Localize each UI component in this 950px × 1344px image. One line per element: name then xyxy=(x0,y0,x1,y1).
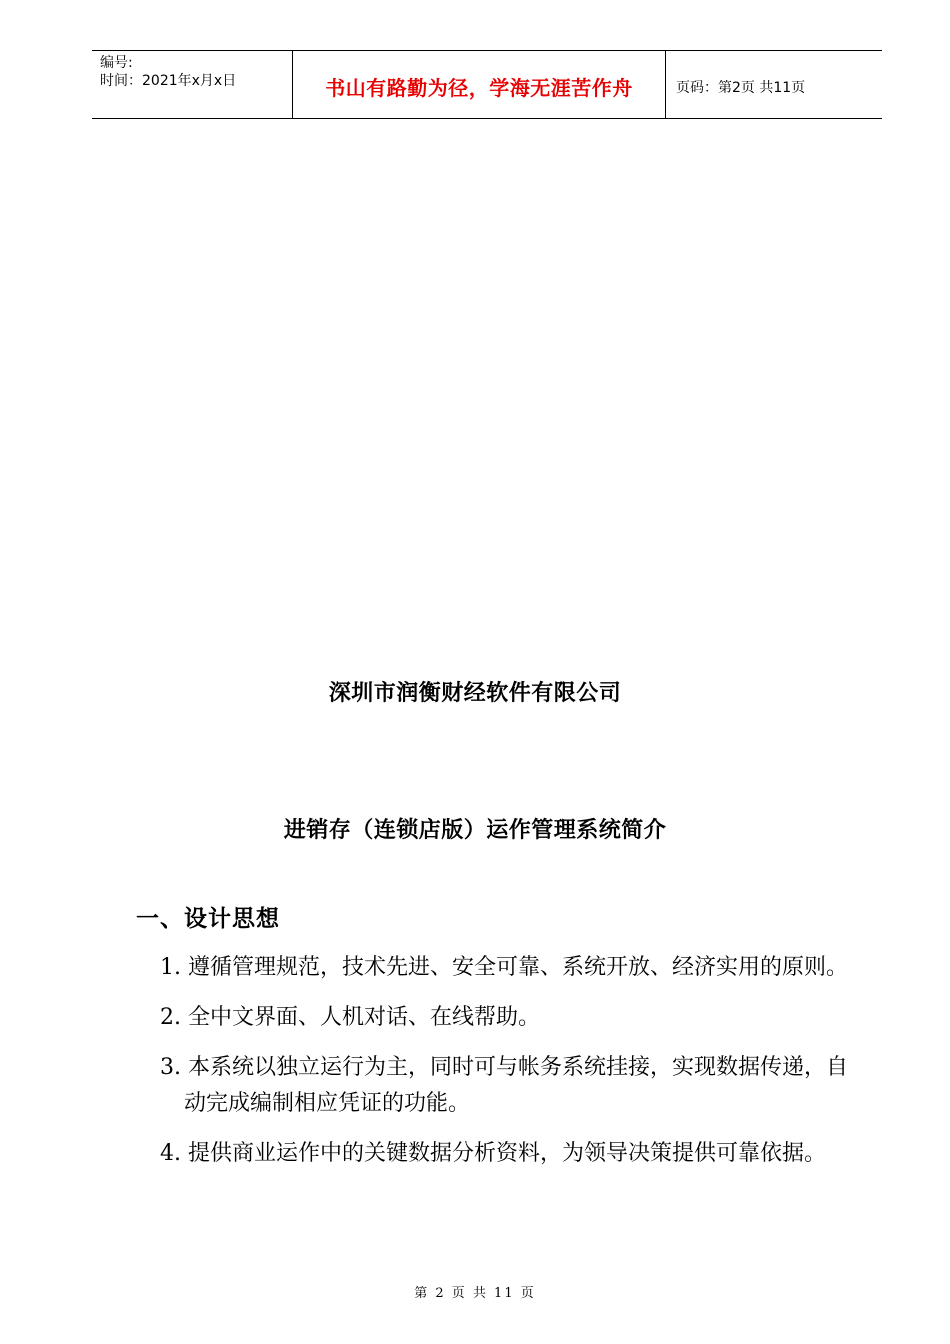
document-title: 进销存（连锁店版）运作管理系统简介 xyxy=(283,818,667,843)
footer-page-number: 第 2 页 共 11 页 xyxy=(414,1286,536,1301)
list-item: 4. 提供商业运作中的关键数据分析资料，为领导决策提供可靠依据。 xyxy=(160,1141,826,1166)
design-principles-list xyxy=(160,950,850,1186)
list-item: 2. 全中文界面、人机对话、在线帮助。 xyxy=(160,1005,540,1030)
list-item: 3. 本系统以独立运行为主，同时可与帐务系统挂接，实现数据传递，自动完成编制相应凭证的功能。 xyxy=(160,1055,848,1116)
header-meta-cell xyxy=(92,51,293,118)
header-motto: 书山有路勤为径，学海无涯苦作舟 xyxy=(325,76,633,100)
page-header xyxy=(92,50,882,119)
time-label: 时间：2021年x月x日 xyxy=(100,73,237,89)
header-motto-cell xyxy=(293,51,666,118)
company-name: 深圳市润衡财经软件有限公司 xyxy=(328,681,622,706)
section-heading: 一、设计思想 xyxy=(136,906,280,932)
serial-number-label: 编号: xyxy=(100,55,133,71)
list-item: 1. 遵循管理规范，技术先进、安全可靠、系统开放、经济实用的原则。 xyxy=(160,955,848,980)
header-page-cell xyxy=(666,51,882,118)
header-page-label: 页码：第2页 共11页 xyxy=(676,79,806,96)
